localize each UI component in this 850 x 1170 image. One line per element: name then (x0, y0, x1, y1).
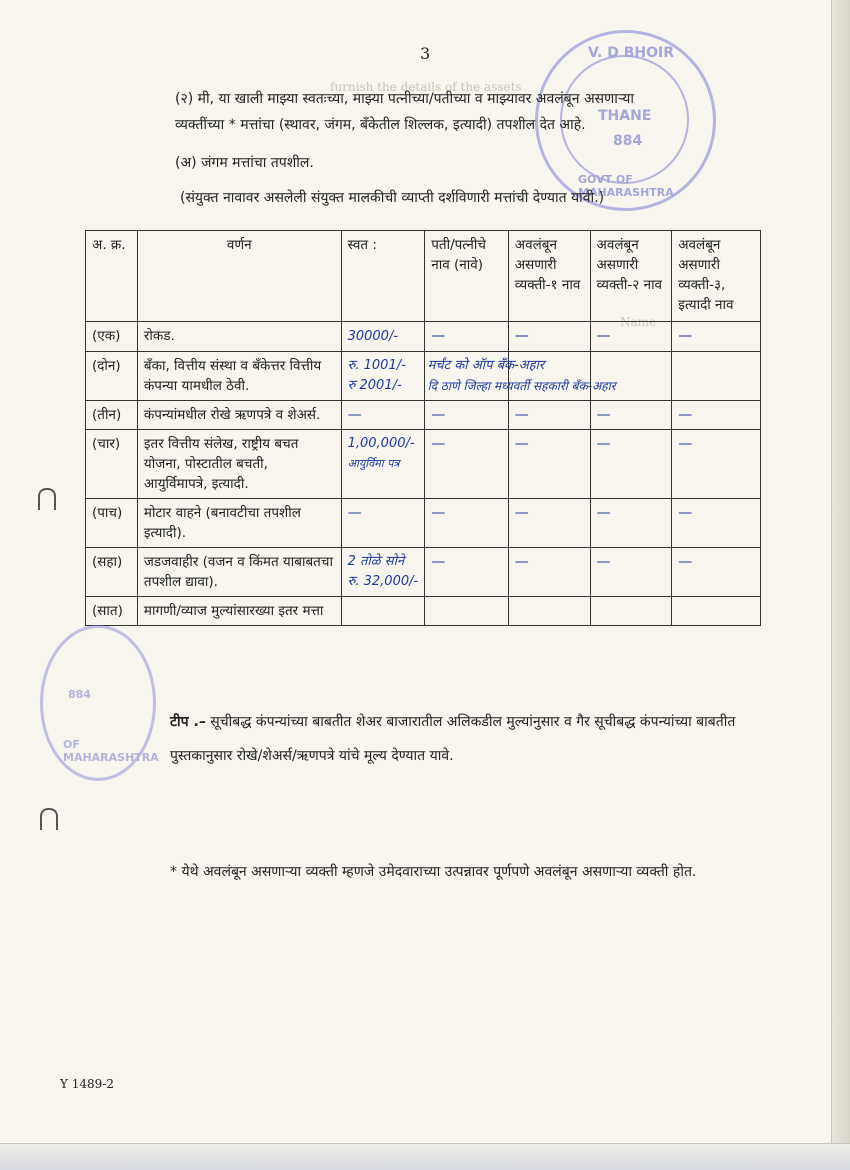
row-self (341, 322, 425, 352)
empty-dash: — (508, 401, 590, 430)
section-subnote: (संयुक्त नावावर असलेली संयुक्त मालकीची व्याप्ती दर्शविणारी मत्तांची देण्यात यावी.) (180, 190, 605, 206)
empty-dash: — (425, 401, 509, 430)
table-row (86, 548, 761, 597)
header-description: वर्णन (137, 231, 341, 322)
empty-dash: — (672, 430, 761, 499)
empty-dash: — (590, 430, 672, 499)
empty-dash: — (425, 499, 509, 548)
tip-note (170, 705, 765, 773)
handwritten-value: रु. 32,000/- (347, 574, 419, 589)
header-dependent-1: अवलंबून असणारी व्यक्ती-१ नाव (508, 231, 590, 322)
handwritten-value: रु. 1001/- (347, 358, 406, 373)
binder-clip (40, 808, 58, 830)
footnote: * येथे अवलंबून असणाऱ्या व्यक्ती म्हणजे उमेदवाराच्या उत्पन्नावर पूर्णपणे अवलंबून असणाऱ्या व्यक्ती होत. (170, 864, 697, 880)
row-description: इतर वित्तीय संलेख, राष्ट्रीय बचत योजना, पोस्टातील बचती, आयुर्विमापत्रे, इत्यादी. (137, 430, 341, 499)
empty-dash: — (590, 322, 672, 352)
header-serial: अ. क्र. (86, 231, 138, 322)
intro-line-1: (२) मी, या खाली माझ्या स्वतःच्या, माझ्या पत्नीच्या/पतीच्या व माझ्यावर अवलंबून असणाऱ्या (175, 91, 634, 107)
row-serial: (सात) (86, 597, 138, 626)
handwritten-bank-2: दि ठाणे जिल्हा मध्यवर्ती सहकारी बँक-अहार (427, 379, 616, 393)
row-serial: (पाच) (86, 499, 138, 548)
handwritten-value: 1,00,000/- (347, 436, 415, 451)
table-row (86, 597, 761, 626)
table-row (86, 401, 761, 430)
row-self (341, 352, 616, 401)
handwritten-value: आयुर्विमा पत्र (347, 457, 400, 470)
page-number: 3 (420, 44, 431, 63)
empty-dash: — (590, 401, 672, 430)
empty-dash: — (508, 430, 590, 499)
handwritten-value: 2 तोळे सोने (347, 554, 405, 569)
row-serial: (तीन) (86, 401, 138, 430)
official-stamp-partial: OF MAHARASHTRA 884 (40, 625, 156, 781)
empty-dash: — (425, 548, 509, 597)
row-description: जडजवाहीर (वजन व किंमत याबाबतचा तपशील द्यावा). (137, 548, 341, 597)
movable-assets-table (85, 230, 761, 626)
empty-dash: — (672, 322, 761, 352)
header-spouse: पती/पत्नीचे नाव (नावे) (425, 231, 509, 322)
empty-dash: — (590, 548, 672, 597)
section-heading: (अ) जंगम मत्तांचा तपशील. (175, 155, 314, 171)
binder-clip (38, 488, 56, 510)
row-self (341, 597, 425, 626)
official-stamp: V. D BHOIR THANE 884 GOVT OF MAHARASHTRA (535, 30, 716, 211)
table-row (86, 430, 761, 499)
row-description: बँका, वित्तीय संस्था व बँकेत्तर वित्तीय कंपन्या यामधील ठेवी. (137, 352, 341, 401)
row-serial: (सहा) (86, 548, 138, 597)
table-row (86, 499, 761, 548)
page-edge (831, 0, 850, 1170)
handwritten-bank-1: मर्चंट को ऑप बँक-अहार (427, 358, 545, 373)
table-row (86, 352, 761, 401)
empty-dash: — (672, 548, 761, 597)
handwritten-value: रु 2001/- (347, 378, 402, 393)
header-dependent-2: अवलंबून असणारी व्यक्ती-२ नाव (590, 231, 672, 322)
tip-label: टीप .– (170, 714, 206, 730)
row-serial: (एक) (86, 322, 138, 352)
row-serial: (दोन) (86, 352, 138, 401)
row-self: — (341, 499, 425, 548)
row-self (341, 548, 425, 597)
empty-dash: — (425, 430, 509, 499)
form-code: Y 1489-2 (60, 1077, 114, 1091)
header-dependent-3: अवलंबून असणारी व्यक्ती-३, इत्यादी नाव (672, 231, 761, 322)
bleed-through-text: Name (620, 315, 657, 329)
row-serial: (चार) (86, 430, 138, 499)
table-row (86, 322, 761, 352)
row-description: मोटार वाहने (बनावटीचा तपशील इत्यादी). (137, 499, 341, 548)
header-self: स्वत : (341, 231, 425, 322)
tip-text: सूचीबद्ध कंपन्यांच्या बाबतीत शेअर बाजारातील अलिकडील मुल्यांनुसार व गैर सूचीबद्ध कंपन्यांच्या बाबतीत पुस्तकानुसार रोखे/शेअर्स/ऋणपत्रे यांचे मूल्य देण्यात यावे. (170, 714, 736, 764)
empty-dash: — (590, 499, 672, 548)
row-self (341, 430, 425, 499)
empty-dash: — (508, 499, 590, 548)
empty-dash: — (425, 322, 509, 352)
row-description: कंपन्यांमधील रोखे ऋणपत्रे व शेअर्स. (137, 401, 341, 430)
empty-dash: — (508, 548, 590, 597)
empty-dash: — (672, 401, 761, 430)
row-description: मागणी/व्याज मुल्यांसारख्या इतर मत्ता (137, 597, 341, 626)
bleed-through-text: furnish the details of the assets (330, 80, 522, 94)
handwritten-value: 30000/- (347, 329, 399, 344)
page-bottom-edge (0, 1143, 850, 1170)
empty-dash: — (672, 499, 761, 548)
empty-dash: — (508, 322, 590, 352)
intro-line-2: व्यक्तींच्या * मत्तांचा (स्थावर, जंगम, बँकेतील शिल्लक, इत्यादी) तपशील देत आहे. (175, 117, 586, 133)
table-header-row (86, 231, 761, 322)
row-self: — (341, 401, 425, 430)
row-description: रोकड. (137, 322, 341, 352)
